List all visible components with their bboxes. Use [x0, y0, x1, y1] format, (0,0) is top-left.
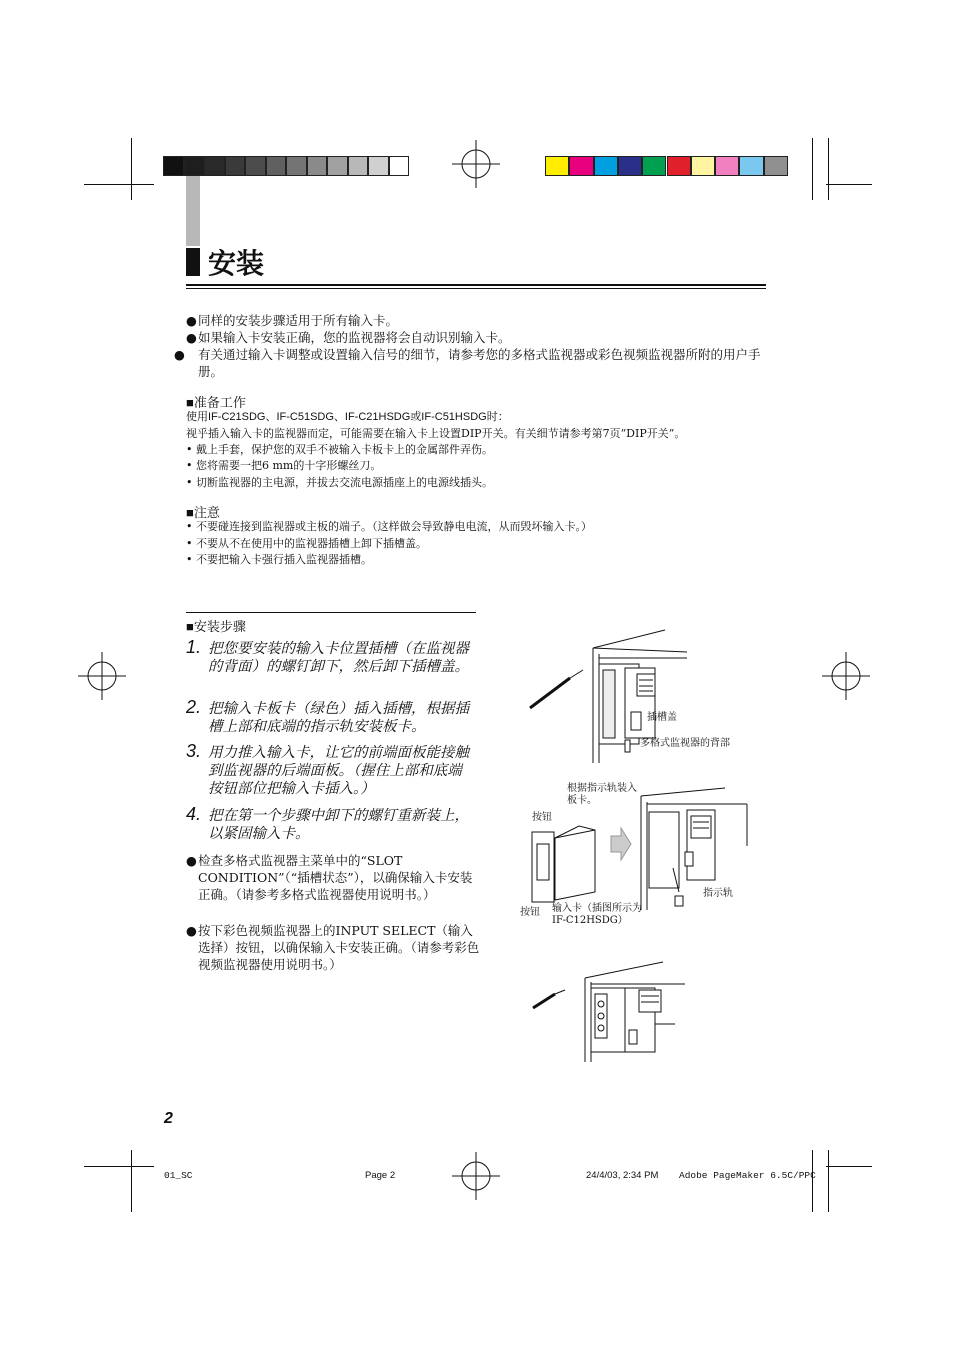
crop-mark: [828, 1150, 829, 1212]
color-swatch: [618, 156, 642, 176]
crop-mark: [84, 184, 154, 185]
step-2: 2. 把输入卡板卡（绿色）插入插槽，根据插槽上部和底端的指示轨安装板卡。: [186, 697, 469, 735]
check-item: ●检查多格式监视器主菜单中的“SLOT CONDITION”（“插槽状态”），以确保输入卡安装正确。（请参考多格式监视器使用说明书。）: [186, 853, 473, 902]
intro-bullet: ●如果输入卡安装正确，您的监视器将会自动识别输入卡。: [186, 330, 511, 345]
color-swatch: [348, 156, 369, 176]
color-swatch: [642, 156, 666, 176]
crop-mark: [131, 1150, 132, 1212]
color-swatch: [764, 156, 788, 176]
registration-target-icon: [78, 652, 126, 700]
crop-mark: [812, 1150, 813, 1212]
intro-bullet: ● 有关通过输入卡调整或设置输入信号的细节，请参考您的多格式监视器或彩色视频监视器所附的用户手册。: [174, 347, 761, 379]
caution-item: • 不要碰连接到监视器或主板的端子。（这样做会导致静电电流，从而毁坏输入卡。）: [186, 520, 592, 533]
check-item: ●按下彩色视频监视器上的INPUT SELECT（输入选择）按钮，以确保输入卡安装正确。（请参考彩色视频监视器使用说明书。）: [186, 923, 480, 972]
crop-mark: [131, 138, 132, 200]
color-swatch: [368, 156, 389, 176]
color-swatch: [389, 156, 410, 176]
label-button-bottom: 按钮: [520, 907, 540, 918]
footer-page: Page 2: [365, 1170, 396, 1181]
prep-item: • 您将需要一把6 mm的十字形螺丝刀。: [186, 459, 382, 472]
registration-target-icon: [452, 1152, 500, 1200]
color-swatch: [204, 156, 225, 176]
footer-app: Adobe PageMaker 6.5C/PPC: [679, 1170, 816, 1181]
page-title: 安装: [208, 248, 265, 279]
crop-mark: [826, 1166, 872, 1167]
caution-heading: ■注意: [186, 505, 220, 520]
figure-refasten-screw: [525, 960, 725, 1062]
step-3: 3. 用力推入输入卡，让它的前端面板能接触到监视器的后端面板。（握住上部和底端按钮部位把输入卡插入。）: [186, 741, 469, 797]
label-monitor-back: 多格式监视器的背部: [640, 738, 730, 749]
color-swatch: [739, 156, 763, 176]
crop-mark: [84, 1166, 154, 1167]
prep-heading: ■准备工作: [186, 395, 246, 410]
page-number: 2: [164, 1110, 173, 1127]
step-1: 1. 把您要安装的输入卡位置插槽（在监视器的背面）的螺钉卸下，然后卸下插槽盖。: [186, 637, 469, 675]
color-swatch: [691, 156, 715, 176]
prep-note: 视乎插入输入卡的监视器而定，可能需要在输入卡上设置DIP开关。有关细节请参考第7页“DIP开关”。: [186, 427, 686, 440]
prep-models: 使用IF-C21SDG、IF-C51SDG、IF-C21HSDG或IF-C51HSDG时：: [186, 411, 509, 423]
color-swatch: [286, 156, 307, 176]
caution-item: • 不要把输入卡强行插入监视器插槽。: [186, 553, 372, 566]
color-swatch: [163, 156, 184, 176]
color-swatch: [667, 156, 691, 176]
title-marker: [186, 248, 200, 276]
prep-item: • 切断监视器的主电源，并拔去交流电源插座上的电源线插头。: [186, 476, 493, 489]
footer-file: 01_SC: [164, 1170, 193, 1181]
color-swatch: [245, 156, 266, 176]
footer-date: 24/4/03, 2:34 PM: [586, 1170, 659, 1181]
label-guide-rail: 指示轨: [703, 888, 733, 899]
label-slot-cover: 插槽盖: [647, 712, 677, 723]
color-swatch: [184, 156, 205, 176]
color-swatch: [225, 156, 246, 176]
prep-item: • 戴上手套，保护您的双手不被输入卡板卡上的金属部件弄伤。: [186, 443, 493, 456]
procedure-heading: ■安装步骤: [186, 619, 246, 634]
step-4: 4. 把在第一个步骤中卸下的螺钉重新装上，以紧固输入卡。: [186, 804, 469, 842]
color-swatch: [594, 156, 618, 176]
title-rule: [186, 288, 766, 289]
color-swatch: [715, 156, 739, 176]
label-button-top: 按钮: [532, 812, 552, 823]
color-swatch: [266, 156, 287, 176]
title-rule: [186, 284, 766, 286]
section-tab: [186, 176, 200, 246]
color-swatch: [545, 156, 569, 176]
crop-mark: [812, 138, 813, 200]
label-input-card: 输入卡（插图所示为IF-C12HSDG）: [552, 903, 642, 926]
color-swatch: [307, 156, 328, 176]
label-guide-mount: 根据指示轨装入板卡。: [567, 783, 637, 806]
crop-mark: [828, 138, 829, 200]
procedure-rule: [186, 612, 476, 613]
registration-target-icon: [822, 652, 870, 700]
color-swatch: [569, 156, 593, 176]
caution-item: • 不要从不在使用中的监视器插槽上卸下插槽盖。: [186, 537, 427, 550]
color-swatch: [327, 156, 348, 176]
crop-mark: [826, 184, 872, 185]
intro-bullet: ●同样的安装步骤适用于所有输入卡。: [186, 313, 399, 328]
registration-target-icon: [452, 140, 500, 188]
